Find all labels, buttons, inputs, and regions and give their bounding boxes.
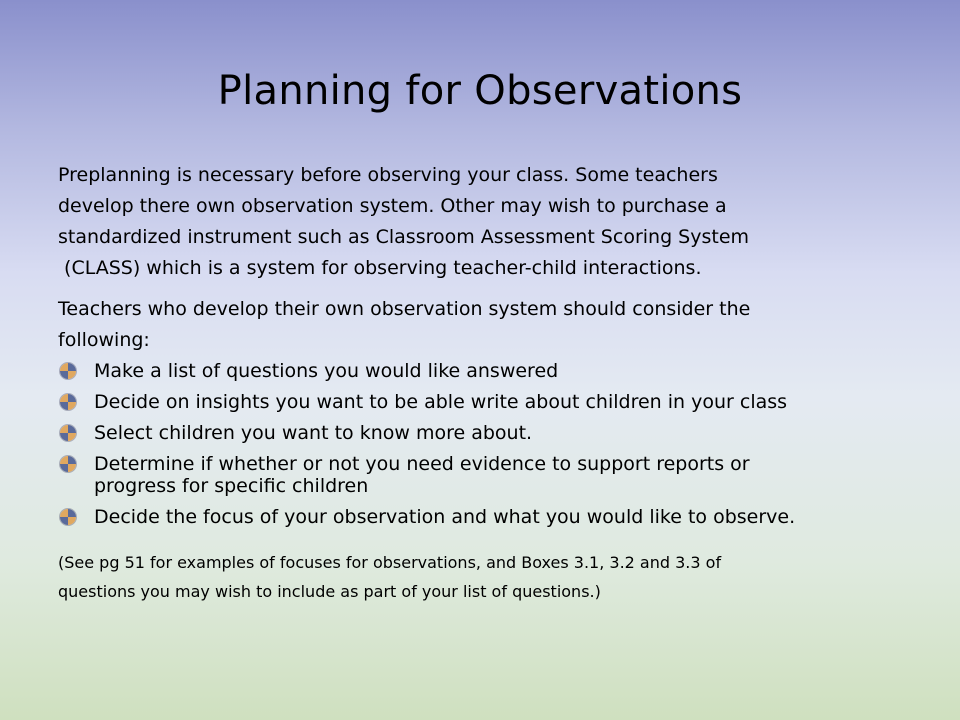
bullet-item [58, 422, 918, 444]
consider-line: following: [58, 329, 150, 351]
bullet-item [58, 391, 918, 413]
note-line: questions you may wish to include as part of your list of questions.) [58, 582, 601, 601]
bullet-text: progress for specific children [94, 475, 369, 497]
slide-title: Planning for Observations [217, 68, 743, 114]
intro-line: standardized instrument such as Classroom Assessment Scoring System [58, 226, 750, 248]
bullet-text: Decide on insights you want to be able write about children in your class [94, 391, 788, 413]
bullet-text: Make a list of questions you would like answered [94, 360, 559, 382]
bullet-icon [60, 394, 76, 410]
bullet-text: Select children you want to know more about. [94, 422, 533, 444]
bullet-icon [60, 363, 76, 379]
bullet-icon [60, 456, 76, 472]
reference-note [58, 548, 918, 606]
bullet-list [58, 360, 918, 528]
bullet-text: Decide the focus of your observation and what you would like to observe. [94, 506, 796, 528]
bullet-text: Determine if whether or not you need evidence to support reports or [94, 453, 750, 475]
slide-body [58, 160, 918, 606]
consider-paragraph [58, 294, 918, 356]
bullet-icon [60, 425, 76, 441]
note-line: (See pg 51 for examples of focuses for observations, and Boxes 3.1, 3.2 and 3.3 of [58, 553, 722, 572]
bullet-item [58, 453, 918, 497]
intro-line: (CLASS) which is a system for observing teacher-child interactions. [58, 257, 702, 279]
intro-line: Preplanning is necessary before observing your class. Some teachers [58, 164, 718, 186]
bullet-item [58, 360, 918, 382]
intro-paragraph [58, 160, 918, 284]
bullet-icon [60, 509, 76, 525]
bullet-item [58, 506, 918, 528]
consider-line: Teachers who develop their own observation system should consider the [58, 298, 751, 320]
intro-line: develop there own observation system. Other may wish to purchase a [58, 195, 727, 217]
